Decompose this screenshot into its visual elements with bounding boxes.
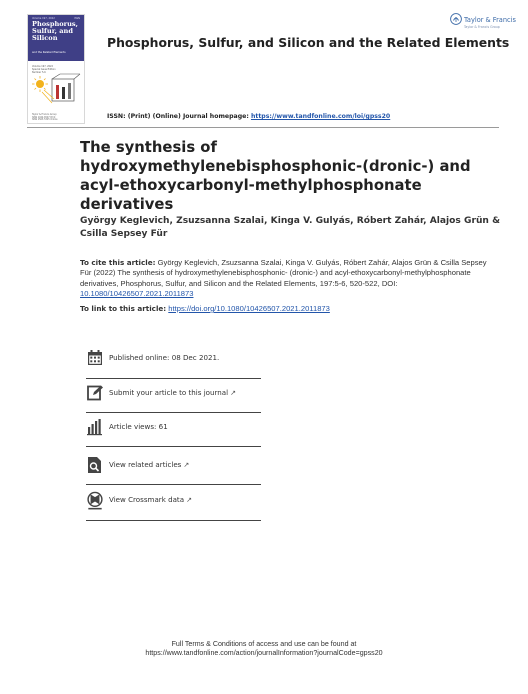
crossmark-icon	[85, 491, 105, 511]
link-label: To link to this article:	[80, 304, 167, 313]
publisher-logo[interactable]	[450, 13, 514, 35]
crossmark-item[interactable]	[86, 491, 261, 527]
info-divider	[86, 484, 261, 485]
related-articles-label: View related articles	[109, 460, 182, 469]
journal-cover-thumbnail	[27, 14, 85, 124]
info-divider	[86, 520, 261, 521]
cover-illustration	[30, 73, 82, 111]
external-link-icon: ↗	[183, 461, 190, 469]
footer-terms-link[interactable]: https://www.tandfonline.com/action/journalInformation?journalCode=gpss20	[145, 649, 383, 658]
submit-article-label: Submit your article to this journal	[109, 388, 229, 397]
edit-icon	[86, 384, 104, 402]
cover-issn-mark: ISSN	[74, 17, 80, 20]
article-doi-link[interactable]: https://doi.org/10.1080/10426507.2021.2011873	[168, 304, 330, 313]
crossmark-link[interactable]	[109, 495, 192, 504]
related-articles-item[interactable]	[86, 456, 261, 492]
external-link-icon: ↗	[230, 389, 236, 397]
journal-homepage-link[interactable]: https://www.tandfonline.com/loi/gpss20	[250, 113, 391, 120]
footer-line-1: Full Terms & Conditions of access and use can be found at	[171, 640, 357, 648]
cover-info-lines: Volume 197, 2022 Special Issue Edition Number 5-6	[32, 65, 56, 74]
cover-title: Phosphorus, Sulfur, and Silicon	[32, 20, 78, 42]
cover-subtitle: and the Related Elements	[32, 51, 66, 54]
info-divider	[86, 378, 261, 379]
cover-header-band	[28, 15, 84, 61]
info-divider	[86, 446, 261, 447]
article-authors: György Keglevich, Zsuzsanna Szalai, Kinga V. Gulyás, Róbert Zahár, Alajos Grün & Csilla Sepsey Für	[80, 216, 500, 239]
crossmark-label: View Crossmark data	[109, 495, 185, 504]
published-online-text: Published online: 08 Dec 2021.	[109, 353, 220, 362]
article-views-text: Article views: 61	[109, 422, 168, 431]
cover-volume: Volume 197, 2022	[32, 17, 55, 20]
citation-label: To cite this article:	[80, 258, 156, 267]
submit-article-link[interactable]	[109, 388, 236, 397]
issn-label: ISSN: (Print) (Online) Journal homepage:	[107, 113, 249, 120]
calendar-icon	[86, 349, 104, 367]
bar-chart-icon	[86, 418, 104, 436]
header-divider	[27, 127, 499, 128]
terms-footer	[0, 640, 528, 659]
article-link-block	[80, 304, 500, 313]
journal-title: Phosphorus, Sulfur, and Silicon and the Related Elements	[107, 35, 510, 50]
related-articles-link[interactable]	[109, 460, 189, 469]
article-views-item	[86, 418, 261, 454]
citation-block	[80, 258, 500, 300]
publisher-name: Taylor & Francis	[464, 16, 516, 24]
cover-footer-lines: Taylor & Francis Group ISSN 1042-6507 Print ISSN 1563-5325 Online	[32, 113, 58, 122]
taylor-francis-logo-icon	[450, 13, 462, 25]
citation-doi-link[interactable]: 10.1080/10426507.2021.2011873	[80, 289, 194, 299]
citation-text: György Keglevich, Zsuzsanna Szalai, Kinga V. Gulyás, Róbert Zahár, Alajos Grün & Csilla Sepsey Für (2022) The synthesis of hydroxymethylenebisphosphonic- (dronic-) and acyl-ethoxycarbonyl-methylphosphonate derivatives, Phosphorus, Sulfur, and Silicon and the Related Elements, 197:5-6, 520-522, DOI:	[80, 258, 487, 288]
publisher-tagline: Taylor & Francis Group	[464, 25, 500, 29]
submit-article-item[interactable]	[86, 384, 261, 420]
external-link-icon: ↗	[186, 496, 192, 504]
issn-line	[107, 113, 390, 120]
article-title: The synthesis of hydroxymethylenebisphosphonic-(dronic-) and acyl-ethoxycarbonyl-methylphosphonate derivatives	[80, 139, 471, 213]
search-document-icon	[86, 456, 104, 474]
info-divider	[86, 412, 261, 413]
published-online-item	[86, 349, 261, 385]
